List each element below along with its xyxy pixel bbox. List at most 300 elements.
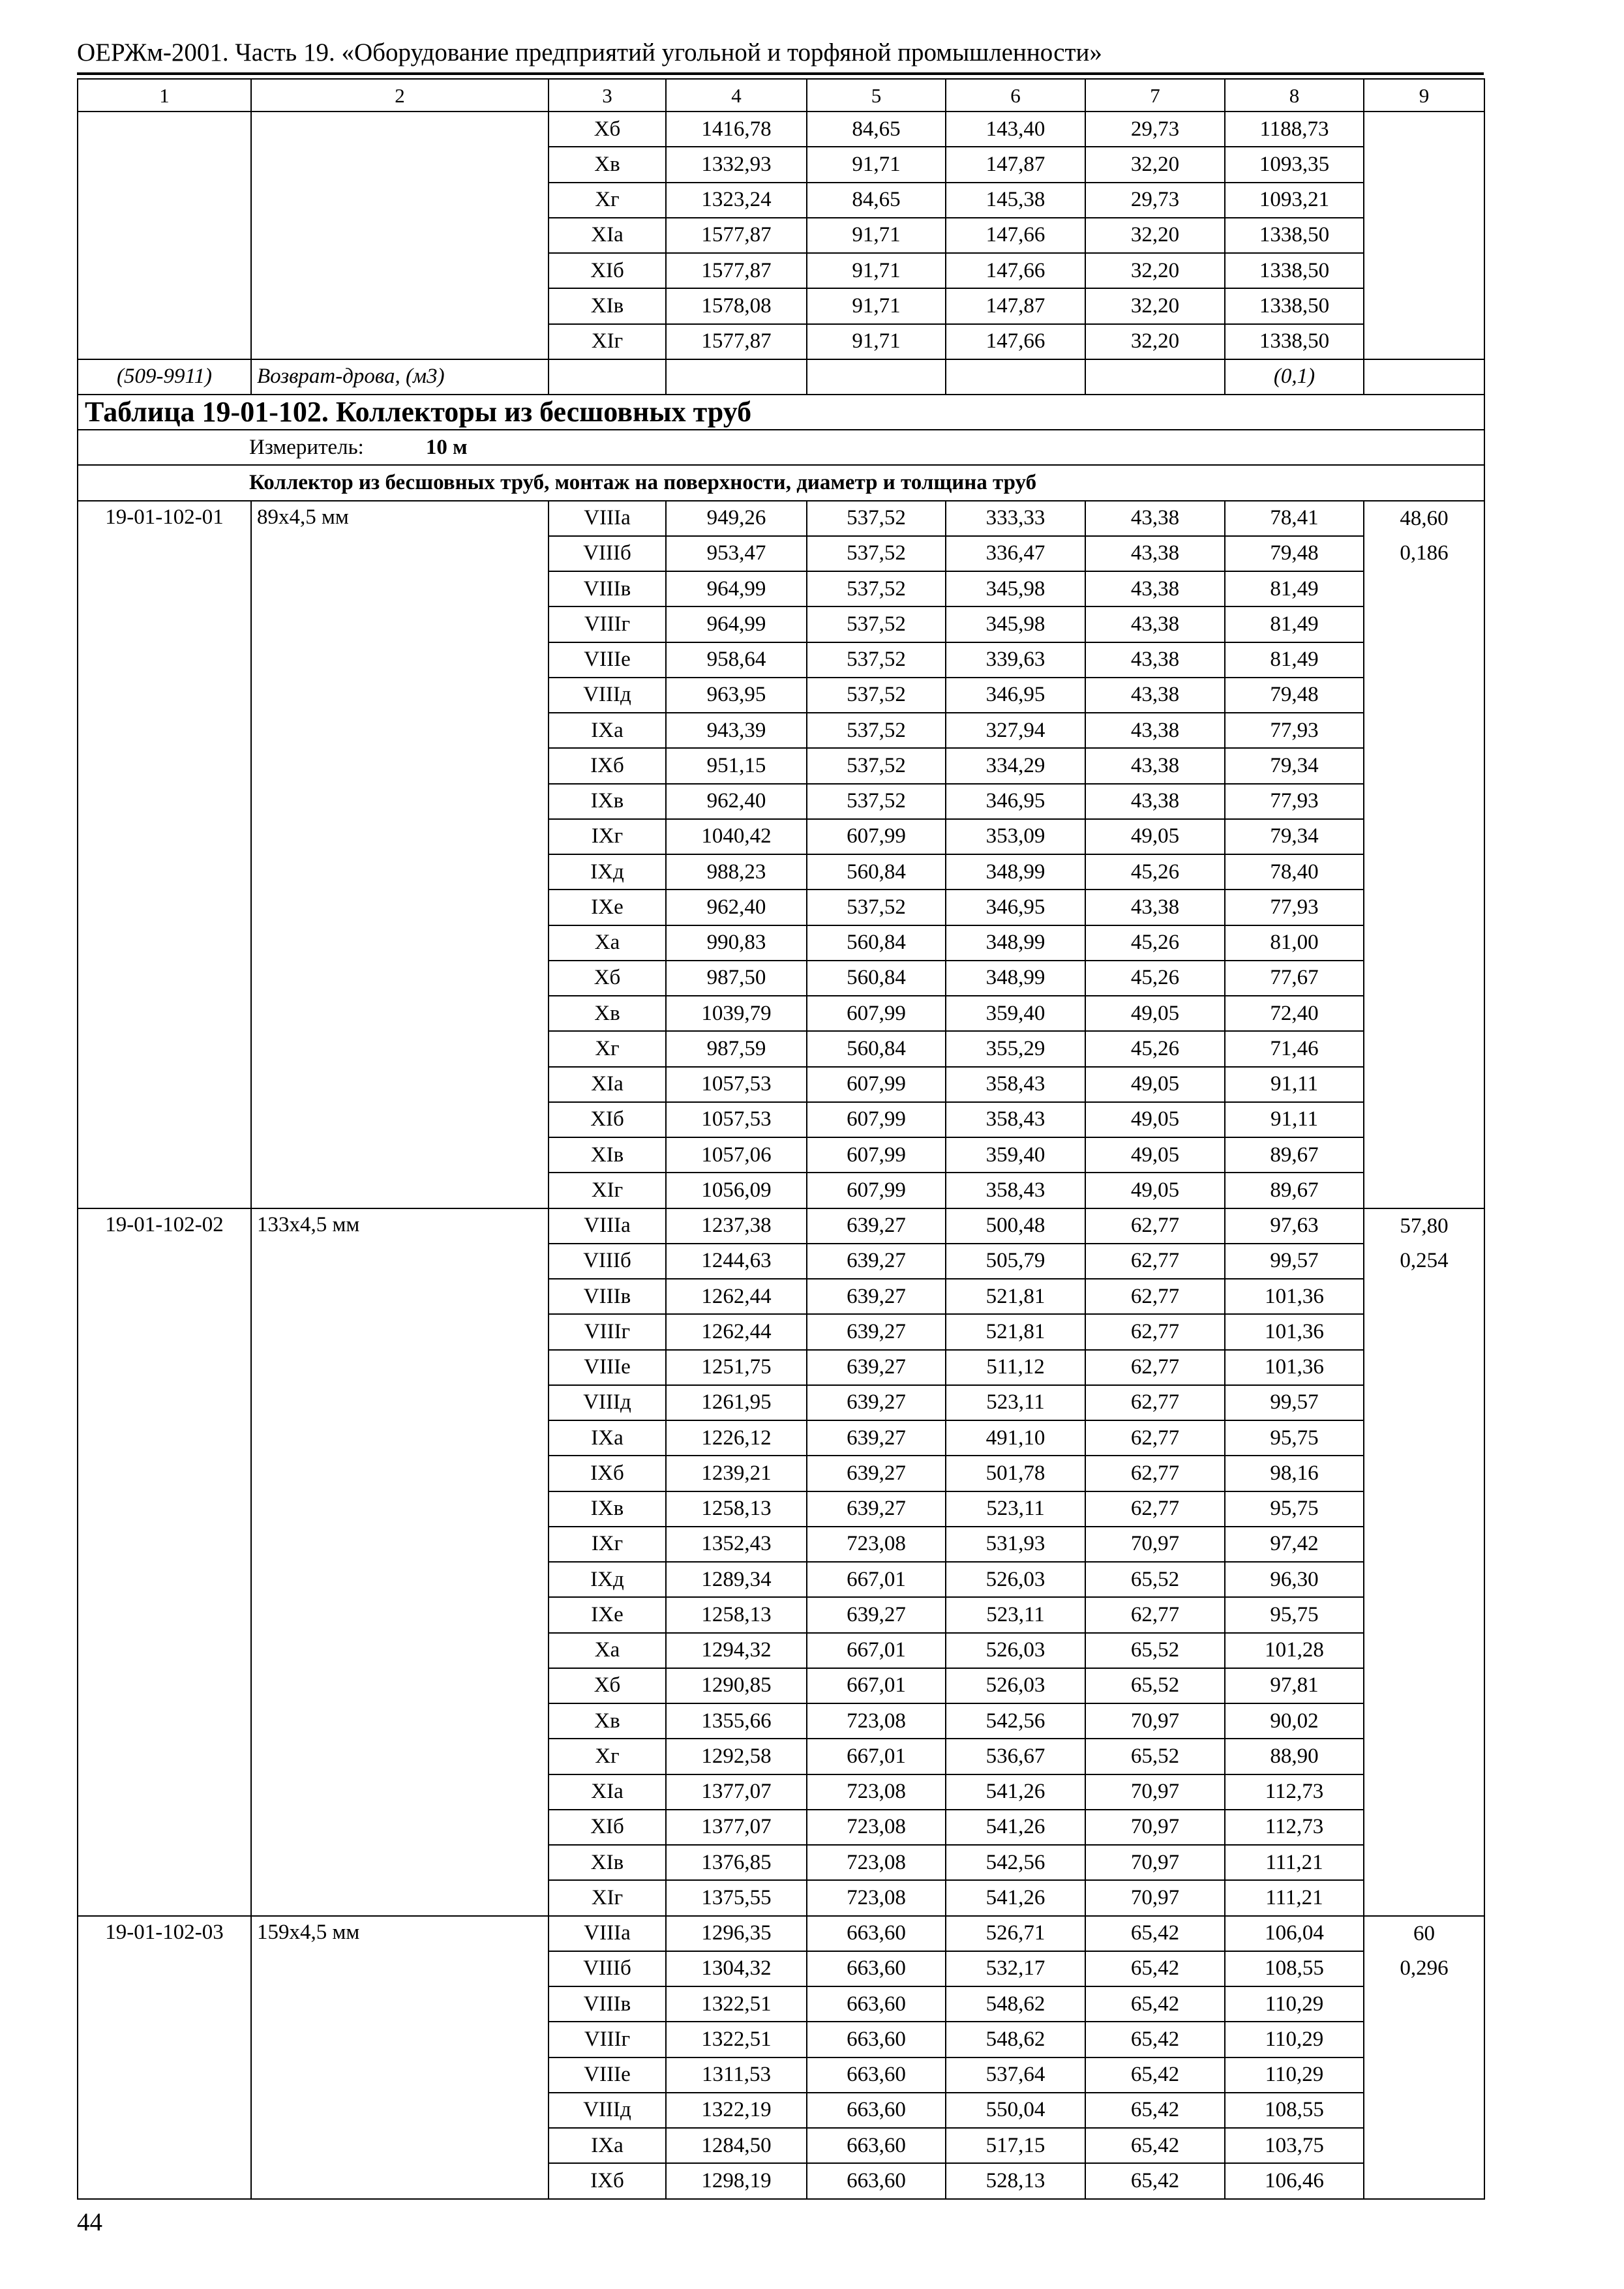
materials-cell: 77,93	[1225, 713, 1364, 748]
machines-cell: 346,95	[946, 890, 1085, 925]
wages-cell: 91,71	[807, 324, 946, 359]
subgroup-cell: VIIIв	[549, 1279, 666, 1314]
wages-cell: 84,65	[807, 112, 946, 147]
subgroup-cell: VIIIа	[549, 1916, 666, 1951]
item-code: 19-01-102-01	[78, 501, 251, 1208]
machines-cell: 339,63	[946, 642, 1085, 678]
drivers-wages-cell: 65,42	[1085, 2057, 1225, 2093]
wages-cell: 607,99	[807, 1173, 946, 1208]
norm-cell	[1364, 112, 1484, 359]
measure-value: 10 м	[425, 435, 468, 459]
materials-cell: 99,57	[1225, 1244, 1364, 1279]
wages-cell: 667,01	[807, 1562, 946, 1597]
wages-cell: 639,27	[807, 1314, 946, 1349]
materials-cell: 1338,50	[1225, 288, 1364, 323]
machines-cell: 353,09	[946, 819, 1085, 854]
machines-cell: 334,29	[946, 748, 1085, 783]
total-cost-cell: 988,23	[666, 854, 807, 890]
machines-cell: 526,03	[946, 1562, 1085, 1597]
total-cost-cell: 1284,50	[666, 2128, 807, 2163]
total-cost-cell: 958,64	[666, 642, 807, 678]
measure-row	[78, 430, 1484, 465]
materials-cell: 112,73	[1225, 1810, 1364, 1845]
wages-cell: 607,99	[807, 819, 946, 854]
total-cost-cell: 962,40	[666, 784, 807, 819]
drivers-wages-cell: 49,05	[1085, 819, 1225, 854]
machines-cell: 333,33	[946, 501, 1085, 536]
materials-cell: 99,57	[1225, 1385, 1364, 1420]
total-cost-cell: 1226,12	[666, 1420, 807, 1456]
materials-cell: 72,40	[1225, 996, 1364, 1031]
subgroup-cell: VIIIе	[549, 1350, 666, 1385]
subgroup-cell: Xв	[549, 996, 666, 1031]
materials-cell: 111,21	[1225, 1880, 1364, 1915]
drivers-wages-cell: 62,77	[1085, 1279, 1225, 1314]
subgroup-cell: XIг	[549, 1880, 666, 1915]
machines-cell: 336,47	[946, 536, 1085, 571]
machines-cell: 346,95	[946, 784, 1085, 819]
drivers-wages-cell: 49,05	[1085, 1173, 1225, 1208]
machines-cell: 359,40	[946, 1137, 1085, 1173]
subgroup-cell: VIIIа	[549, 1208, 666, 1244]
machines-cell: 147,87	[946, 288, 1085, 323]
drivers-wages-cell: 62,77	[1085, 1456, 1225, 1491]
machines-cell: 147,66	[946, 253, 1085, 288]
norm-cell	[1364, 1916, 1484, 2199]
item-name: 159x4,5 мм	[251, 1916, 549, 2199]
subgroup-cell: VIIIе	[549, 642, 666, 678]
machines-cell: 511,12	[946, 1350, 1085, 1385]
machines-cell: 542,56	[946, 1845, 1085, 1880]
total-cost-cell: 1258,13	[666, 1491, 807, 1527]
wages-cell: 639,27	[807, 1597, 946, 1632]
materials-cell: 79,34	[1225, 819, 1364, 854]
wages-cell: 607,99	[807, 996, 946, 1031]
subgroup-cell: Xг	[549, 1739, 666, 1774]
subgroup-cell: VIIIг	[549, 606, 666, 642]
running-header: ОЕРЖм-2001. Часть 19. «Оборудование предприятий угольной и торфяной промышленности»	[77, 38, 1102, 67]
machines-cell: 348,99	[946, 925, 1085, 961]
subgroup-cell: VIIIв	[549, 1986, 666, 2022]
machines-cell: 523,11	[946, 1491, 1085, 1527]
labor-norm: 48,60	[1400, 506, 1449, 530]
drivers-wages-cell: 43,38	[1085, 890, 1225, 925]
table-title: Таблица 19-01-102. Коллекторы из бесшовных труб	[78, 395, 1484, 430]
total-cost-cell: 1244,63	[666, 1244, 807, 1279]
materials-cell: 101,28	[1225, 1633, 1364, 1668]
total-cost-cell: 1296,35	[666, 1916, 807, 1951]
machines-cell: 143,40	[946, 112, 1085, 147]
drivers-wages-cell: 49,05	[1085, 996, 1225, 1031]
header-rule	[77, 72, 1484, 75]
table-row	[78, 112, 1484, 147]
machines-cell: 528,13	[946, 2163, 1085, 2198]
wages-cell: 537,52	[807, 784, 946, 819]
column-number: 4	[666, 79, 807, 112]
total-cost-cell: 1290,85	[666, 1668, 807, 1703]
wages-cell: 723,08	[807, 1880, 946, 1915]
subgroup-cell: XIв	[549, 1137, 666, 1173]
wages-cell: 537,52	[807, 536, 946, 571]
materials-cell: 95,75	[1225, 1491, 1364, 1527]
machines-cell: 359,40	[946, 996, 1085, 1031]
machines-cell: 532,17	[946, 1951, 1085, 1986]
machines-cell: 517,15	[946, 2128, 1085, 2163]
subgroup-cell: VIIIб	[549, 1244, 666, 1279]
subgroup-cell: IXб	[549, 2163, 666, 2198]
wages-cell: 663,60	[807, 1916, 946, 1951]
total-cost-cell: 1322,51	[666, 1986, 807, 2022]
materials-cell: 79,48	[1225, 536, 1364, 571]
wages-cell: 639,27	[807, 1350, 946, 1385]
subgroup-cell: VIIIе	[549, 2057, 666, 2093]
materials-cell: 95,75	[1225, 1597, 1364, 1632]
total-cost-cell: 1377,07	[666, 1810, 807, 1845]
table-title-row	[78, 395, 1484, 430]
drivers-wages-cell: 65,52	[1085, 1739, 1225, 1774]
wages-cell: 560,84	[807, 1031, 946, 1066]
table-body	[78, 79, 1484, 2199]
wages-cell: 537,52	[807, 678, 946, 713]
machines-cell: 542,56	[946, 1703, 1085, 1739]
materials-cell: 81,49	[1225, 642, 1364, 678]
machines-cell: 500,48	[946, 1208, 1085, 1244]
total-cost-cell: 990,83	[666, 925, 807, 961]
drivers-wages-cell: 43,38	[1085, 571, 1225, 606]
machines-cell: 491,10	[946, 1420, 1085, 1456]
materials-cell: 79,34	[1225, 748, 1364, 783]
subgroup-cell: VIIIд	[549, 1385, 666, 1420]
wages-cell: 723,08	[807, 1527, 946, 1562]
subgroup-cell: IXг	[549, 819, 666, 854]
subgroup-cell: IXд	[549, 854, 666, 890]
drivers-wages-cell: 49,05	[1085, 1102, 1225, 1137]
materials-cell: 106,46	[1225, 2163, 1364, 2198]
total-cost-cell: 1237,38	[666, 1208, 807, 1244]
wages-cell: 639,27	[807, 1244, 946, 1279]
drivers-wages-cell: 62,77	[1085, 1597, 1225, 1632]
subtitle-row	[78, 465, 1484, 500]
total-cost-cell: 953,47	[666, 536, 807, 571]
machines-cell: 505,79	[946, 1244, 1085, 1279]
total-cost-cell: 949,26	[666, 501, 807, 536]
wages-cell: 537,52	[807, 642, 946, 678]
materials-cell: 89,67	[1225, 1173, 1364, 1208]
wages-cell: 560,84	[807, 961, 946, 996]
drivers-wages-cell: 65,42	[1085, 1986, 1225, 2022]
wages-cell: 663,60	[807, 2057, 946, 2093]
subgroup-cell: Xв	[549, 147, 666, 182]
total-cost-cell: 1261,95	[666, 1385, 807, 1420]
machines-cell: 537,64	[946, 2057, 1085, 2093]
materials-cell: 106,04	[1225, 1916, 1364, 1951]
total-cost-cell: 987,50	[666, 961, 807, 996]
subgroup-cell: VIIIб	[549, 1951, 666, 1986]
empty-cell	[1364, 359, 1484, 395]
drivers-wages-cell: 43,38	[1085, 678, 1225, 713]
total-cost-cell: 1298,19	[666, 2163, 807, 2198]
drivers-wages-cell: 70,97	[1085, 1774, 1225, 1810]
total-cost-cell: 1262,44	[666, 1314, 807, 1349]
subgroup-cell: XIг	[549, 324, 666, 359]
total-cost-cell: 1056,09	[666, 1173, 807, 1208]
item-name: 89x4,5 мм	[251, 501, 549, 1208]
drivers-wages-cell: 32,20	[1085, 288, 1225, 323]
drivers-wages-cell: 65,52	[1085, 1562, 1225, 1597]
column-number: 7	[1085, 79, 1225, 112]
total-cost-cell: 1322,51	[666, 2022, 807, 2057]
total-cost-cell: 1332,93	[666, 147, 807, 182]
subgroup-cell: IXб	[549, 1456, 666, 1491]
subgroup-cell: XIг	[549, 1173, 666, 1208]
item-name: 133x4,5 мм	[251, 1208, 549, 1916]
total-cost-cell: 963,95	[666, 678, 807, 713]
subgroup-cell: IXа	[549, 713, 666, 748]
return-code-cell: (509-9911)	[78, 359, 251, 395]
drivers-wages-cell: 62,77	[1085, 1350, 1225, 1385]
subgroup-cell: IXд	[549, 1562, 666, 1597]
machinist-norm: 0,186	[1400, 541, 1449, 565]
total-cost-cell: 1262,44	[666, 1279, 807, 1314]
machines-cell: 345,98	[946, 571, 1085, 606]
materials-cell: 79,48	[1225, 678, 1364, 713]
total-cost-cell: 962,40	[666, 890, 807, 925]
subgroup-cell: VIIIд	[549, 678, 666, 713]
subgroup-cell: VIIIа	[549, 501, 666, 536]
total-cost-cell: 1377,07	[666, 1774, 807, 1810]
subgroup-cell: XIа	[549, 218, 666, 253]
wages-cell: 639,27	[807, 1279, 946, 1314]
machines-cell: 541,26	[946, 1810, 1085, 1845]
wages-cell: 723,08	[807, 1703, 946, 1739]
machines-cell: 358,43	[946, 1102, 1085, 1137]
machines-cell: 358,43	[946, 1173, 1085, 1208]
drivers-wages-cell: 43,38	[1085, 642, 1225, 678]
subgroup-cell: IXг	[549, 1527, 666, 1562]
drivers-wages-cell: 65,42	[1085, 1916, 1225, 1951]
materials-cell: 88,90	[1225, 1739, 1364, 1774]
materials-cell: 97,42	[1225, 1527, 1364, 1562]
drivers-wages-cell: 62,77	[1085, 1420, 1225, 1456]
wages-cell: 667,01	[807, 1633, 946, 1668]
drivers-wages-cell: 45,26	[1085, 925, 1225, 961]
drivers-wages-cell: 70,97	[1085, 1527, 1225, 1562]
drivers-wages-cell: 29,73	[1085, 183, 1225, 218]
return-name-cell: Возврат-дрова, (м3)	[251, 359, 549, 395]
materials-cell: 98,16	[1225, 1456, 1364, 1491]
wages-cell: 639,27	[807, 1208, 946, 1244]
drivers-wages-cell: 32,20	[1085, 253, 1225, 288]
subgroup-cell: XIв	[549, 1845, 666, 1880]
wages-cell: 537,52	[807, 501, 946, 536]
materials-cell: 112,73	[1225, 1774, 1364, 1810]
drivers-wages-cell: 49,05	[1085, 1137, 1225, 1173]
drivers-wages-cell: 65,42	[1085, 2128, 1225, 2163]
name-cell	[251, 112, 549, 359]
subgroup-cell: XIб	[549, 253, 666, 288]
machinist-norm: 0,254	[1400, 1248, 1449, 1272]
wages-cell: 537,52	[807, 713, 946, 748]
table-row	[78, 1916, 1484, 1951]
materials-cell: 1093,35	[1225, 147, 1364, 182]
table-row	[78, 501, 1484, 536]
materials-cell: 77,93	[1225, 784, 1364, 819]
wages-cell: 667,01	[807, 1739, 946, 1774]
total-cost-cell: 1057,53	[666, 1102, 807, 1137]
subgroup-cell: IXе	[549, 1597, 666, 1632]
subgroup-cell: Xг	[549, 183, 666, 218]
item-code: 19-01-102-02	[78, 1208, 251, 1916]
norm-cell	[1364, 1208, 1484, 1916]
materials-cell: 81,00	[1225, 925, 1364, 961]
drivers-wages-cell: 29,73	[1085, 112, 1225, 147]
subgroup-cell: IXа	[549, 2128, 666, 2163]
machinist-norm: 0,296	[1400, 1956, 1449, 1980]
subgroup-cell: XIб	[549, 1102, 666, 1137]
total-cost-cell: 1577,87	[666, 253, 807, 288]
materials-cell: 110,29	[1225, 2057, 1364, 2093]
machines-cell: 526,71	[946, 1916, 1085, 1951]
column-number-row	[78, 79, 1484, 112]
wages-cell: 663,60	[807, 2022, 946, 2057]
code-cell	[78, 112, 251, 359]
materials-cell: 89,67	[1225, 1137, 1364, 1173]
materials-cell: 77,67	[1225, 961, 1364, 996]
machines-cell: 541,26	[946, 1880, 1085, 1915]
wages-cell: 91,71	[807, 147, 946, 182]
subgroup-cell: VIIIд	[549, 2093, 666, 2128]
materials-cell: 96,30	[1225, 1562, 1364, 1597]
column-number: 5	[807, 79, 946, 112]
materials-cell: 108,55	[1225, 1951, 1364, 1986]
machines-cell: 548,62	[946, 1986, 1085, 2022]
column-number: 3	[549, 79, 666, 112]
wages-cell: 639,27	[807, 1420, 946, 1456]
machines-cell: 327,94	[946, 713, 1085, 748]
total-cost-cell: 987,59	[666, 1031, 807, 1066]
empty-cell	[666, 359, 807, 395]
subgroup-cell: VIIIв	[549, 571, 666, 606]
subgroup-cell: Xа	[549, 1633, 666, 1668]
empty-cell	[549, 359, 666, 395]
drivers-wages-cell: 45,26	[1085, 961, 1225, 996]
materials-cell: 91,11	[1225, 1102, 1364, 1137]
materials-cell: 71,46	[1225, 1031, 1364, 1066]
wages-cell: 537,52	[807, 571, 946, 606]
total-cost-cell: 1416,78	[666, 112, 807, 147]
column-number: 6	[946, 79, 1085, 112]
wages-cell: 723,08	[807, 1845, 946, 1880]
subgroup-cell: XIб	[549, 1810, 666, 1845]
total-cost-cell: 1239,21	[666, 1456, 807, 1491]
rates-table	[77, 78, 1485, 2200]
wages-cell: 84,65	[807, 183, 946, 218]
wages-cell: 663,60	[807, 1986, 946, 2022]
wages-cell: 560,84	[807, 925, 946, 961]
empty-cell	[807, 359, 946, 395]
labor-norm: 60	[1413, 1921, 1435, 1945]
machines-cell: 145,38	[946, 183, 1085, 218]
measure-cell	[78, 430, 1484, 465]
materials-cell: 1338,50	[1225, 218, 1364, 253]
total-cost-cell: 1289,34	[666, 1562, 807, 1597]
wages-cell: 667,01	[807, 1668, 946, 1703]
machines-cell: 348,99	[946, 854, 1085, 890]
materials-cell: 111,21	[1225, 1845, 1364, 1880]
materials-cell: 78,40	[1225, 854, 1364, 890]
total-cost-cell: 1322,19	[666, 2093, 807, 2128]
materials-cell: 103,75	[1225, 2128, 1364, 2163]
machines-cell: 348,99	[946, 961, 1085, 996]
total-cost-cell: 1039,79	[666, 996, 807, 1031]
measure-label: Измеритель:	[249, 435, 364, 459]
wages-cell: 639,27	[807, 1491, 946, 1527]
materials-cell: 108,55	[1225, 2093, 1364, 2128]
item-code: 19-01-102-03	[78, 1916, 251, 2199]
total-cost-cell: 1294,32	[666, 1633, 807, 1668]
wages-cell: 663,60	[807, 2128, 946, 2163]
machines-cell: 147,87	[946, 147, 1085, 182]
total-cost-cell: 1304,32	[666, 1951, 807, 1986]
column-number: 2	[251, 79, 549, 112]
wages-cell: 91,71	[807, 288, 946, 323]
subgroup-cell: XIв	[549, 288, 666, 323]
materials-cell: 95,75	[1225, 1420, 1364, 1456]
total-cost-cell: 1352,43	[666, 1527, 807, 1562]
total-cost-cell: 1057,53	[666, 1067, 807, 1102]
machines-cell: 501,78	[946, 1456, 1085, 1491]
subgroup-cell: IXб	[549, 748, 666, 783]
wages-cell: 607,99	[807, 1067, 946, 1102]
wages-cell: 663,60	[807, 1951, 946, 1986]
materials-cell: 91,11	[1225, 1067, 1364, 1102]
wages-cell: 639,27	[807, 1456, 946, 1491]
machines-cell: 550,04	[946, 2093, 1085, 2128]
drivers-wages-cell: 62,77	[1085, 1208, 1225, 1244]
materials-cell: 110,29	[1225, 2022, 1364, 2057]
machines-cell: 521,81	[946, 1314, 1085, 1349]
machines-cell: 147,66	[946, 218, 1085, 253]
materials-cell: 97,63	[1225, 1208, 1364, 1244]
total-cost-cell: 1375,55	[666, 1880, 807, 1915]
wages-cell: 91,71	[807, 253, 946, 288]
drivers-wages-cell: 32,20	[1085, 324, 1225, 359]
drivers-wages-cell: 43,38	[1085, 501, 1225, 536]
total-cost-cell: 1323,24	[666, 183, 807, 218]
total-cost-cell: 1258,13	[666, 1597, 807, 1632]
column-number: 8	[1225, 79, 1364, 112]
return-row	[78, 359, 1484, 395]
drivers-wages-cell: 65,42	[1085, 1951, 1225, 1986]
total-cost-cell: 1057,06	[666, 1137, 807, 1173]
materials-cell: 101,36	[1225, 1350, 1364, 1385]
materials-cell: 1338,50	[1225, 253, 1364, 288]
machines-cell: 523,11	[946, 1597, 1085, 1632]
drivers-wages-cell: 70,97	[1085, 1880, 1225, 1915]
machines-cell: 358,43	[946, 1067, 1085, 1102]
page-number: 44	[77, 2208, 102, 2236]
materials-cell: 78,41	[1225, 501, 1364, 536]
total-cost-cell: 951,15	[666, 748, 807, 783]
total-cost-cell: 1578,08	[666, 288, 807, 323]
total-cost-cell: 964,99	[666, 606, 807, 642]
machines-cell: 531,93	[946, 1527, 1085, 1562]
total-cost-cell: 964,99	[666, 571, 807, 606]
wages-cell: 91,71	[807, 218, 946, 253]
subgroup-cell: IXа	[549, 1420, 666, 1456]
total-cost-cell: 1355,66	[666, 1703, 807, 1739]
subgroup-cell: IXе	[549, 890, 666, 925]
